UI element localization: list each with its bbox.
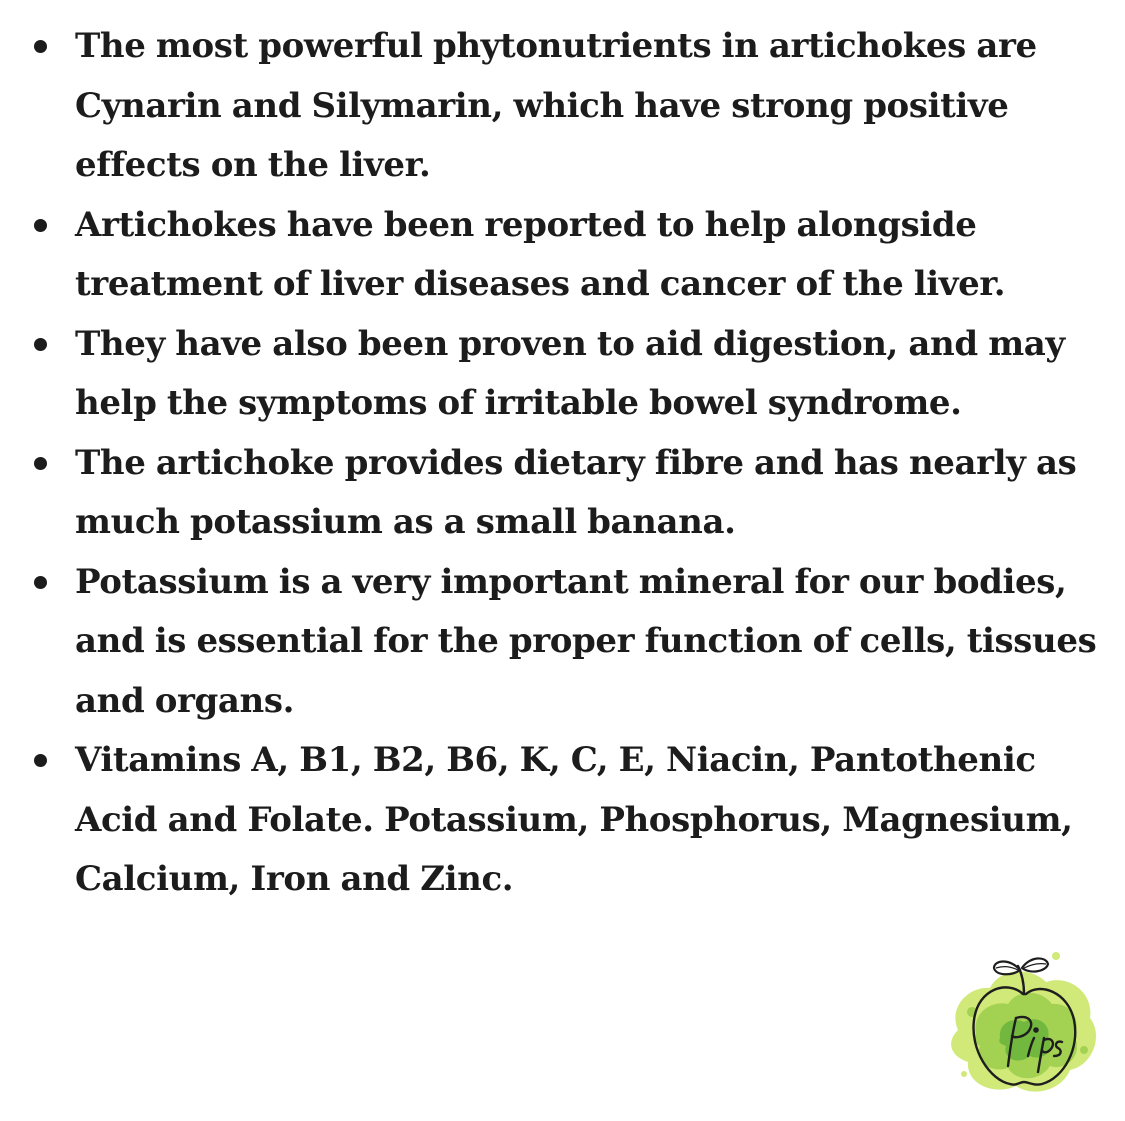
facts-list (28, 17, 1113, 910)
right-leaf (1022, 958, 1048, 971)
fact-text: The artichoke provides dietary fibre and has nearly as much potassium as a small banana. (75, 442, 1077, 542)
green-apple-sprout-logo-icon (938, 938, 1108, 1108)
bullet-dot-icon (34, 40, 47, 53)
fact-text: Vitamins A, B1, B2, B6, K, C, E, Niacin, Pantothenic Acid and Folate. Potassium, Phosphorus, Magnesium, Calcium, Iron and Zinc. (75, 740, 1073, 899)
fact-text: Artichokes have been reported to help alongside treatment of liver diseases and cancer of the liver. (75, 204, 1006, 304)
bullet-dot-icon (34, 457, 47, 470)
fact-text: The most powerful phytonutrients in artichokes are Cynarin and Silymarin, which have strong positive effects on the liver. (75, 26, 1037, 185)
fact-item (28, 434, 1113, 553)
bullet-dot-icon (34, 338, 47, 351)
bullet-dot-icon (34, 219, 47, 232)
fact-item (28, 315, 1113, 434)
fact-text: They have also been proven to aid digestion, and may help the symptoms of irritable bowel syndrome. (75, 323, 1065, 423)
fact-item (28, 731, 1113, 910)
fact-item (28, 553, 1113, 732)
bullet-dot-icon (34, 754, 47, 767)
bullet-dot-icon (34, 576, 47, 589)
fact-item (28, 196, 1113, 315)
fact-item (28, 17, 1113, 196)
pips-logo (938, 938, 1108, 1108)
facts-panel (28, 17, 1113, 910)
fact-text: Potassium is a very important mineral for our bodies, and is essential for the proper function of cells, tissues and organs. (75, 561, 1097, 721)
